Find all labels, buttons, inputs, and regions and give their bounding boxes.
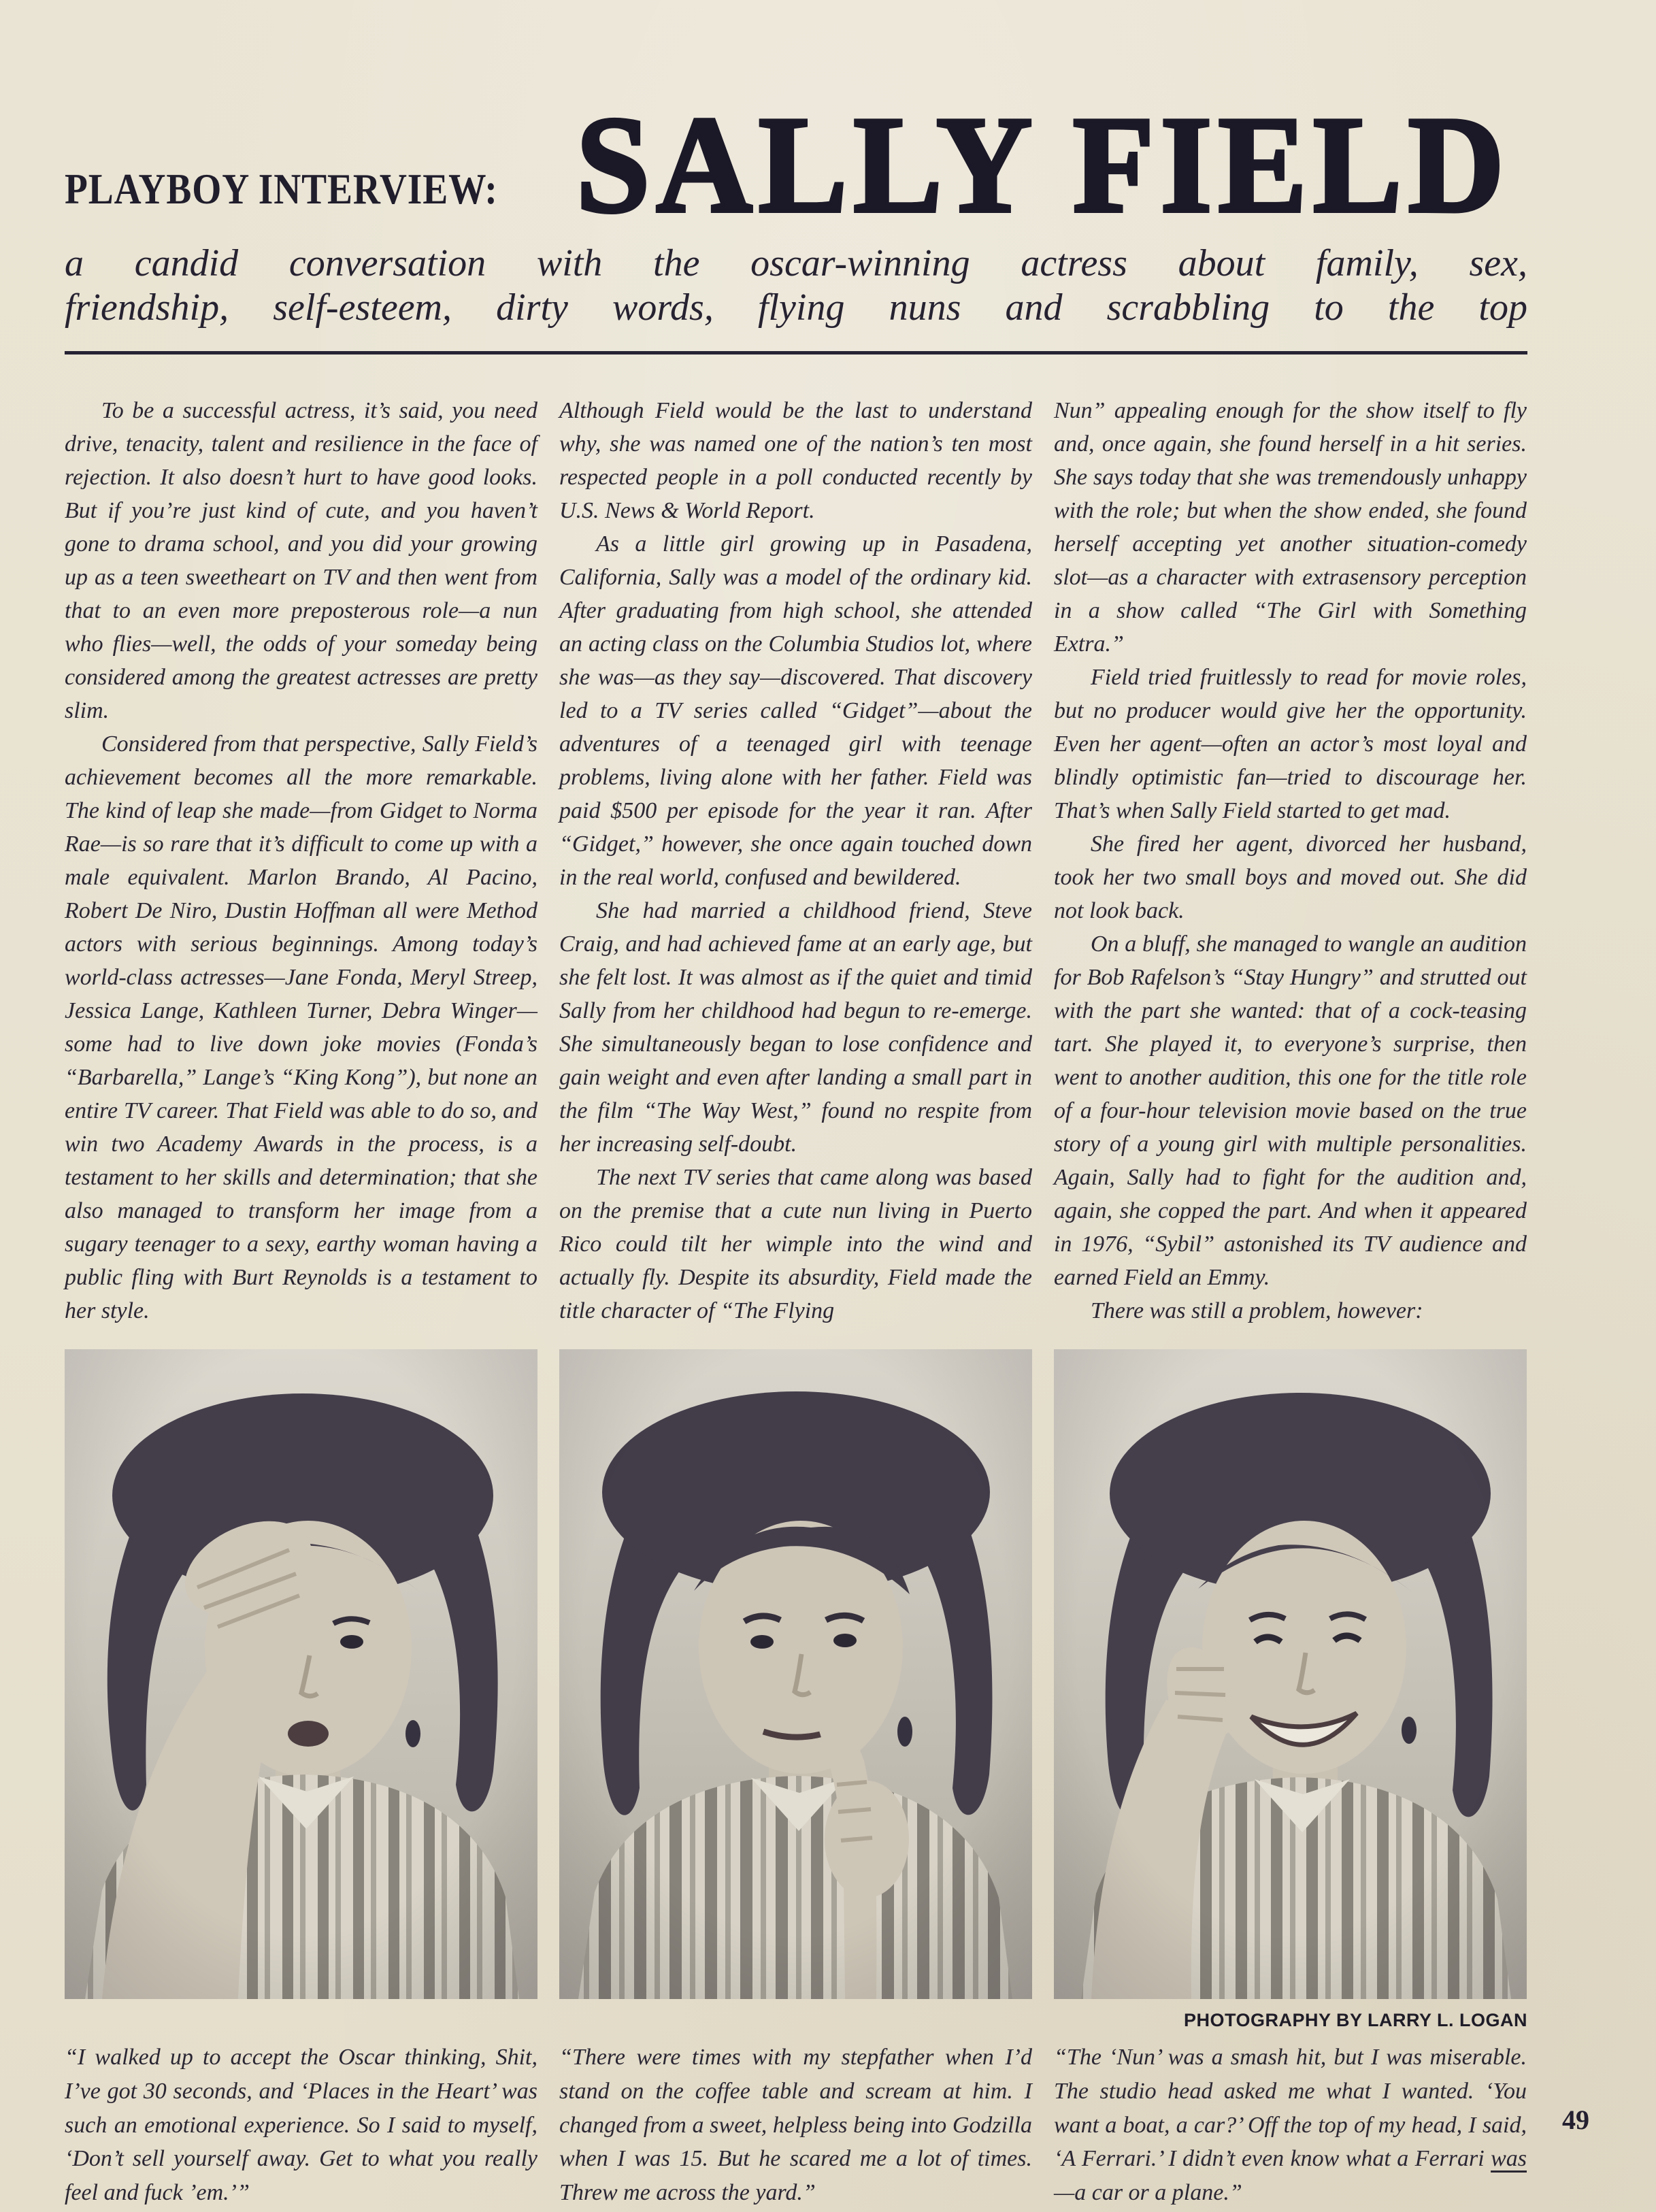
- photo-caption-3: [1054, 2041, 1527, 2209]
- article-header: [65, 88, 1527, 242]
- photo-row: [65, 1349, 1527, 1999]
- paragraph: The next TV series that came along was based on the premise that a cute nun living in Puerto Rico could tilt her wimple into the wind and actually fly. Despite its absurdity, Field made the title character of “The Flying: [559, 1165, 1032, 1324]
- divider-rule: [65, 351, 1527, 354]
- paragraph: To be a successful actress, it’s said, you need drive, tenacity, talent and resilience in the face of rejection. It also doesn’t hurt to have good looks. But if you’re just kind of cute, and you haven’t gone to drama school, and you did your growing up as a teen sweetheart on TV and then went from that to an even more preposterous role—a nun who flies—well, the odds of your someday being considered among the greatest actresses are pretty slim.: [65, 397, 537, 723]
- photo-caption-1: [65, 2041, 537, 2209]
- photo-caption-2: [559, 2041, 1032, 2209]
- subtitle: [65, 242, 1527, 331]
- caption-text: —a car or a plane.”: [1054, 2179, 1242, 2205]
- paragraph: She had married a childhood friend, Steve Craig, and had achieved fame at an early age, but she felt lost. It was almost as if the quiet and timid Sally from her childhood had begun to re-emerge. She simultaneously began to lose confidence and gain weight and even after landing a small part in the film “The Way West,” found no respite from her increasing self-doubt.: [559, 898, 1032, 1157]
- portrait-photo-2: [559, 1349, 1032, 1999]
- subtitle-line-2: friendship, self-esteem, dirty words, flying nuns and scrabbling to the top: [65, 286, 1527, 329]
- kicker: PLAYBOY INTERVIEW:: [65, 165, 498, 213]
- caption-text: “There were times with my stepfather when I’d stand on the coffee table and scream at him. I changed from a sweet, helpless being into Godzilla when I was 15. But he scared me a lot of times. Threw me across the yard.”: [559, 2045, 1032, 2205]
- portrait-photo-1: [65, 1349, 537, 1999]
- caption-text: “I walked up to accept the Oscar thinking, Shit, I’ve got 30 seconds, and ‘Places in the Heart’ was such an emotional experience. So I said to myself, ‘Don’t sell yourself away. Get to what you really feel and fuck ’em.’”: [65, 2045, 537, 2205]
- paragraph: Considered from that perspective, Sally Field’s achievement becomes all the more remarkable. The kind of leap she made—from Gidget to Norma Rae—is so rare that it’s difficult to come up with a male equivalent. Marlon Brando, Al Pacino, Robert De Niro, Dustin Hoffman all were Method actors with serious beginnings. Among today’s world-class actresses—Jane Fonda, Meryl Streep, Jessica Lange, Kathleen Turner, Debra Winger—some had to live down joke movies (Fonda’s “Barbarella,” Lange’s “King Kong”), but none an entire TV career. That Field was able to do so, and win two Academy Awards in the process, is a testament to her skills and determination; that she also managed to transform her image from a sugary teenager to a sexy, earthy woman having a public fling with Burt Reynolds is a testament to her style.: [65, 731, 537, 1324]
- paragraph: As a little girl growing up in Pasadena, California, Sally was a model of the ordinary kid. After graduating from high school, she attended an acting class on the Columbia Studios lot, where she was—as they say—discovered. That discovery led to a TV series called “Gidget”—about the adventures of a teenaged girl with teenage problems, living alone with her father. Field was paid $500 per episode for the year it ran. After “Gidget,” however, she once again touched down in the real world, confused and bewildered.: [559, 531, 1032, 891]
- caption-row: [65, 2041, 1527, 2209]
- portrait-photo-3: [1054, 1349, 1527, 1999]
- page-title: SALLY FIELD: [576, 88, 1510, 242]
- paragraph: Nun” appealing enough for the show itself to fly and, once again, she found herself in a hit series. She says today that she was tremendously unhappy with the role; but when the show ended, she found herself accepting yet another situation-comedy slot—as a character with extrasensory perception in a show called “The Girl with Something Extra.”: [1054, 397, 1527, 657]
- portrait-photo-1-art: [65, 1349, 537, 1999]
- paragraph: She fired her agent, divorced her husband, took her two small boys and moved out. She did not look back.: [1054, 831, 1527, 924]
- photo-credit: PHOTOGRAPHY BY LARRY L. LOGAN: [1183, 2010, 1527, 2031]
- underlined-word: was: [1491, 2146, 1527, 2172]
- text-column-2: [559, 394, 1032, 1327]
- article-body: [65, 394, 1527, 1327]
- paragraph: Field tried fruitlessly to read for movie roles, but no producer would give her the opportunity. Even her agent—often an actor’s most loyal and blindly optimistic fan—tried to discourage her. That’s when Sally Field started to get mad.: [1054, 664, 1527, 824]
- paragraph: Although Field would be the last to understand why, she was named one of the nation’s ten most respected people in a poll conducted recently by U.S. News & World Report.: [559, 397, 1032, 523]
- text-column-1: [65, 394, 537, 1327]
- subtitle-line-1: a candid conversation with the oscar-winning actress about family, sex,: [65, 242, 1527, 284]
- caption-text: “The ‘Nun’ was a smash hit, but I was miserable. The studio head asked me what I wanted. ‘You want a boat, a car?’ Off the top of my head, I said, ‘A Ferrari.’ I didn’t even know what a Ferrari: [1054, 2045, 1527, 2172]
- paragraph: There was still a problem, however:: [1091, 1298, 1423, 1324]
- portrait-photo-2-art: [559, 1349, 1032, 1999]
- paragraph: On a bluff, she managed to wangle an audition for Bob Rafelson’s “Stay Hungry” and strutted out with the part she wanted: that of a cock-teasing tart. She played it, to everyone’s surprise, then went to another audition, this one for the title role of a four-hour television movie based on the true story of a young girl with multiple personalities. Again, Sally had to fight for the audition and, again, she copped the part. And when it appeared in 1976, “Sybil” astonished its TV audience and earned Field an Emmy.: [1054, 931, 1527, 1291]
- page-number: 49: [1562, 2104, 1589, 2135]
- text-column-3: [1054, 394, 1527, 1327]
- portrait-photo-3-art: [1054, 1349, 1527, 1999]
- page-content: [0, 88, 1656, 2209]
